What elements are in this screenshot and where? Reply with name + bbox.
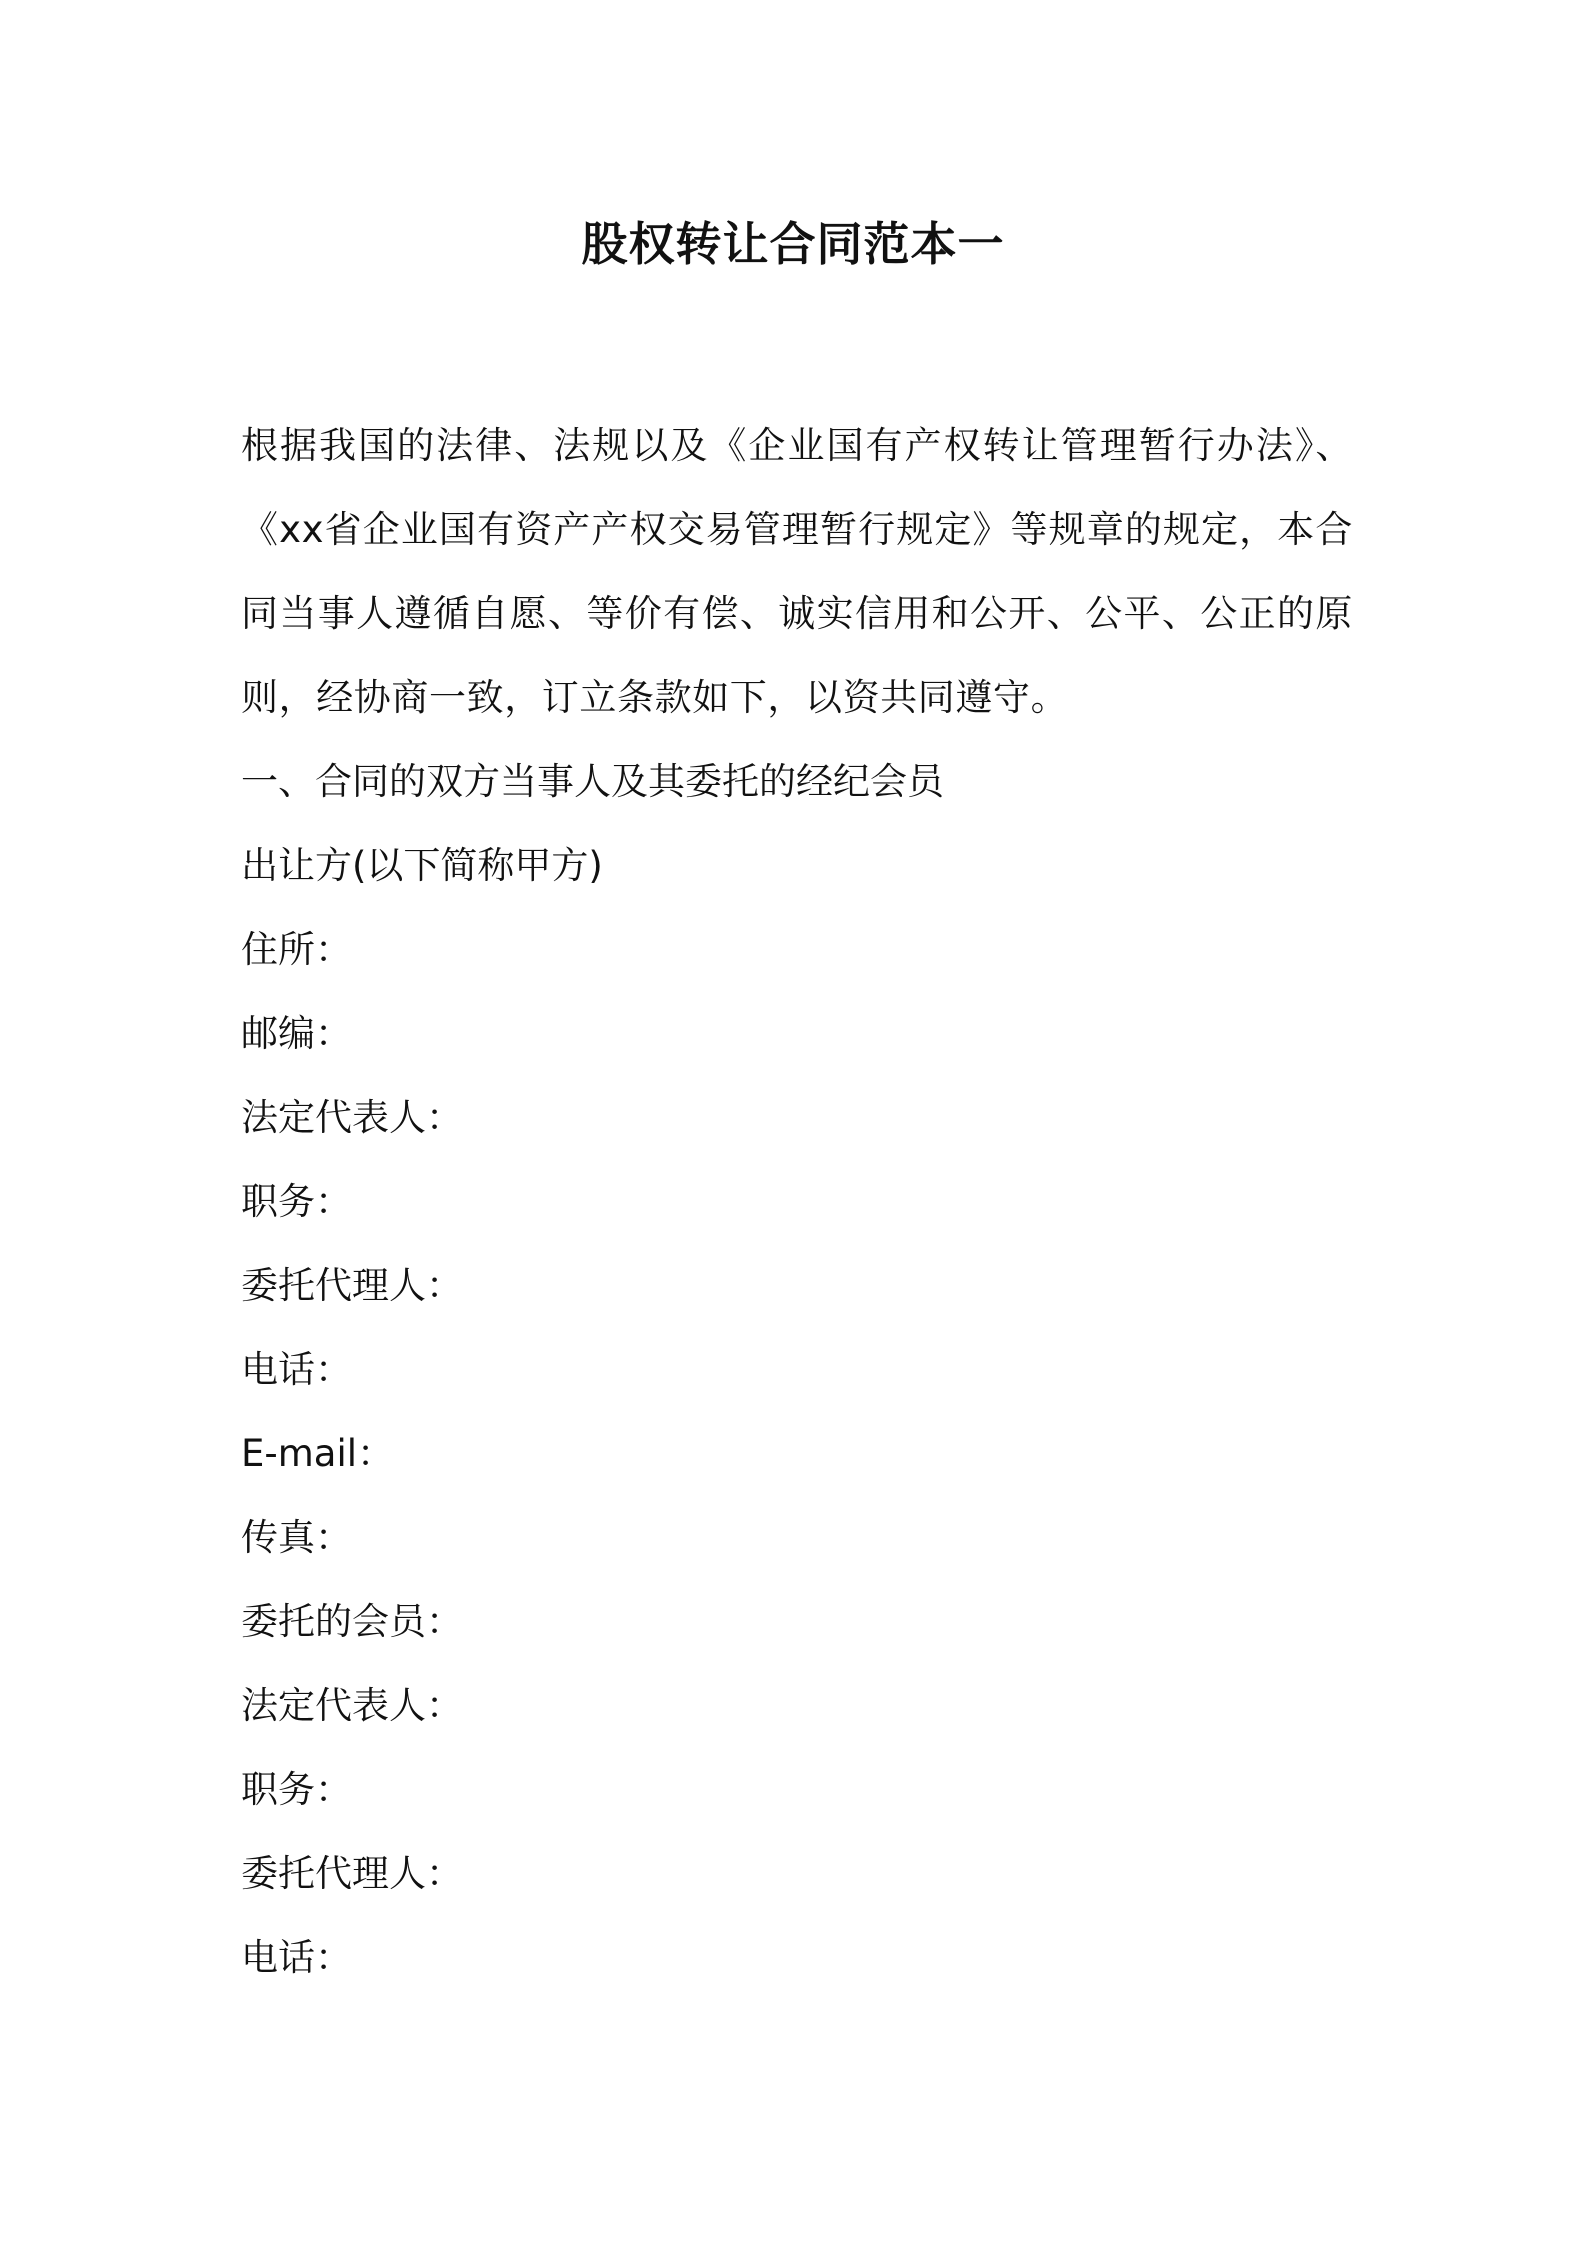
- field-position-label: 职务：: [241, 1180, 352, 1223]
- field-member-label: 委托的会员：: [241, 1600, 463, 1643]
- field-member-agent-label: 委托代理人：: [241, 1852, 463, 1895]
- intro-paragraph: 根据我国的法律、法规以及《企业国有产权转让管理暂行办法》、《xx省企业国有资产产权交易管理暂行规定》等规章的规定，本合同当事人遵循自愿、等价有偿、诚实信用和公开、公平、公正的原则，经协商一致，订立条款如下，以资共同遵守。: [241, 424, 1353, 719]
- document-title: 股权转让合同范本一: [581, 217, 1005, 271]
- field-member-phone-label: 电话：: [241, 1936, 352, 1979]
- section-heading: 一、合同的双方当事人及其委托的经纪会员: [241, 760, 944, 803]
- document-body: [241, 404, 1353, 2000]
- field-legal-rep-label: 法定代表人：: [241, 1096, 463, 1139]
- field-agent-label: 委托代理人：: [241, 1264, 463, 1307]
- field-address-label: 住所：: [241, 928, 352, 971]
- field-member-position-label: 职务：: [241, 1768, 352, 1811]
- field-member-legal-rep-label: 法定代表人：: [241, 1684, 463, 1727]
- field-postcode-label: 邮编：: [241, 1012, 352, 1055]
- field-phone-label: 电话：: [241, 1348, 352, 1391]
- party-a-heading: 出让方(以下简称甲方): [241, 844, 603, 887]
- field-email-label: E-mail：: [241, 1432, 395, 1475]
- field-fax-label: 传真：: [241, 1516, 352, 1559]
